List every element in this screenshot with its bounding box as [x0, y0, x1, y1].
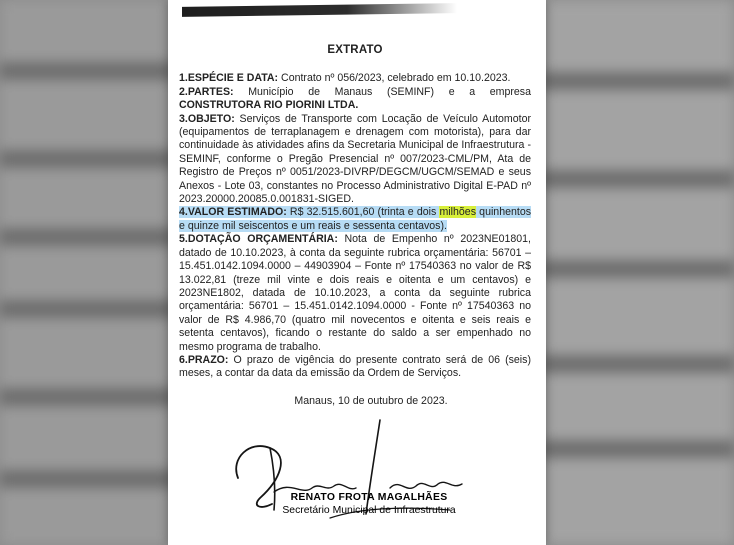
- section-text: Serviços de Transporte com Locação de Veículo Automotor (equipamentos de terraplanagem e drenagem com motorista), para dar continuidade às atividades afins da Secretaria Municipal de Infraestrutura - SEMINF, conforme o Pregão Presencial nº 007/2023-CML/PM, Ata de Registro de Preços nº 0051/2023-DIVRP/DEGCM/UGCM/SEMAD e seus Anexos - Lote 03, constantes no Processo Administrativo Digital E-PAD nº 2023.20000.20085.0.001831-SIGED.: [179, 112, 531, 206]
- signatory-role: Secretário Municipal de Infraestrutura: [282, 505, 456, 516]
- section-heading: 6.PRAZO:: [179, 353, 229, 366]
- blur-stripe: [540, 355, 734, 373]
- section-heading: 3.OBJETO:: [179, 112, 235, 125]
- value-text-highlighted: quinhentos e quinze mil seiscentos e um reais e sessenta centavos).: [179, 206, 532, 232]
- section-text: Nota de Empenho nº 2023NE01801, datado de 10.10.2023, à conta da seguinte rubrica orçamentária: 56701 – 15.451.0142.1094.0000 – 44903904 – Fonte nº 17540363 no valor de R$ 13.022,81 (treze mil vinte e dois reais e oitenta e um centavos) e 2023NE1802, datada de 10.10.2023, a conta da seguinte rubrica orçamentária: 56701 – 15.451.0142.1094.0000 - Fonte nº 17540363 no valor de R$ 4.986,70 (quatro mil novecentos e oitenta e seis reais e setenta centavos), ficando o restante do saldo a ser empenhado no mesmo programa de trabalho.: [179, 233, 531, 353]
- blur-stripe: [0, 300, 175, 318]
- signature-block: [168, 480, 546, 516]
- section-heading: 1.ESPÉCIE E DATA:: [179, 72, 279, 85]
- section-heading: 2.PARTES:: [179, 85, 234, 98]
- blur-stripe: [540, 440, 734, 458]
- scan-edge-mark: [182, 3, 457, 17]
- place-date-line: Manaus, 10 de outubro de 2023.: [294, 394, 448, 407]
- blur-stripe: [0, 62, 175, 80]
- document-title: EXTRATO: [327, 44, 383, 56]
- value-text-highlighted: R$ 32.515.601,60 (trinta e dois: [286, 206, 440, 219]
- section-especie: [179, 72, 531, 85]
- blurred-left-background: [0, 0, 175, 545]
- blur-stripe: [0, 388, 175, 406]
- document-page: [168, 0, 546, 545]
- section-text: Contrato nº 056/2023, celebrado em 10.10.2023.: [278, 72, 511, 85]
- value-text-yellow-highlight: milhões: [439, 206, 476, 219]
- company-name: CONSTRUTORA RIO PIORINI LTDA.: [179, 99, 359, 112]
- blur-stripe: [0, 470, 175, 488]
- signatory-name: RENATO FROTA MAGALHÃES: [290, 492, 448, 503]
- section-text: O prazo de vigência do presente contrato será de 06 (seis) meses, a contar da data da emissão da Ordem de Serviços.: [179, 353, 531, 380]
- section-dotacao: [179, 233, 531, 354]
- blur-stripe: [540, 260, 734, 278]
- section-objeto: [179, 113, 531, 207]
- section-text: Município de Manaus (SEMINF) e a empresa: [233, 85, 531, 98]
- section-heading: 4.VALOR ESTIMADO:: [179, 206, 287, 219]
- blur-stripe: [540, 72, 734, 90]
- section-partes: [179, 86, 531, 113]
- section-valor: [179, 206, 531, 233]
- section-prazo: [179, 354, 531, 381]
- section-heading: 5.DOTAÇÃO ORÇAMENTÁRIA:: [179, 233, 338, 246]
- blurred-right-background: [540, 0, 734, 545]
- extract-body: [179, 44, 531, 408]
- blur-stripe: [0, 228, 175, 246]
- blur-stripe: [540, 170, 734, 188]
- blur-stripe: [0, 150, 175, 168]
